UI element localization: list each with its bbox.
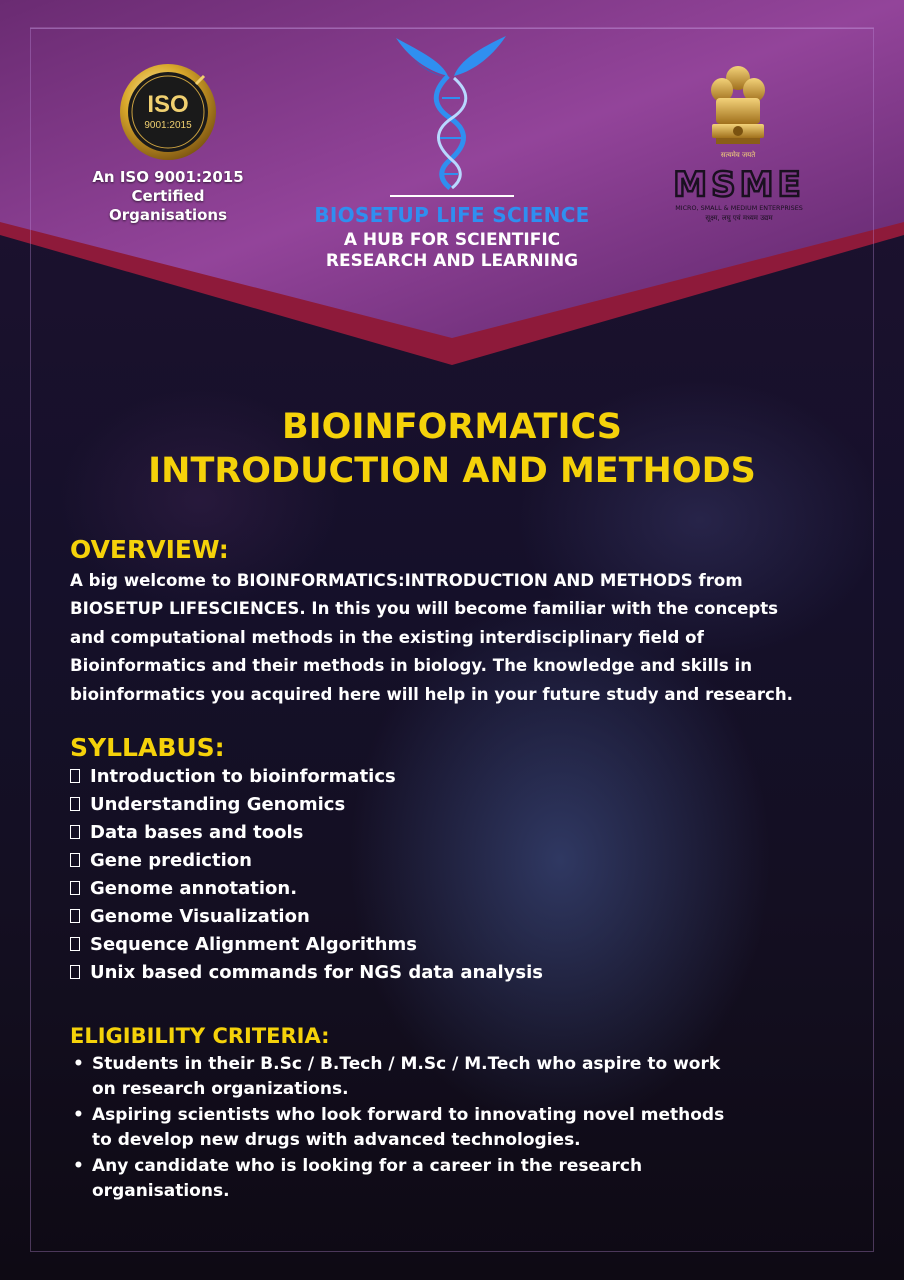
- overview-line: and computational methods in the existing interdisciplinary field of: [70, 627, 704, 647]
- syllabus-item-text: Sequence Alignment Algorithms: [90, 934, 417, 955]
- syllabus-item: [70, 931, 543, 959]
- eligibility-item: [70, 1154, 770, 1204]
- syllabus-item: [70, 819, 543, 847]
- eligibility-line: to develop new drugs with advanced technologies.: [92, 1130, 581, 1150]
- box-bullet-icon: [70, 853, 80, 867]
- msme-logo-icon: [664, 166, 814, 224]
- box-bullet-icon: [70, 797, 80, 811]
- eligibility-item: [70, 1052, 770, 1102]
- eligibility-line: on research organizations.: [92, 1079, 349, 1099]
- tagline-line: A HUB FOR SCIENTIFIC: [343, 230, 561, 250]
- syllabus-item: [70, 903, 543, 931]
- iso-badge-sub-label: 9001:2015: [144, 120, 192, 131]
- page-title: [0, 405, 904, 493]
- brand-divider: [390, 195, 514, 197]
- biosetup-logo-icon: [392, 32, 510, 192]
- national-emblem-icon: [706, 62, 770, 162]
- syllabus-item-text: Gene prediction: [90, 850, 252, 871]
- eligibility-line: • Any candidate who is looking for a career in the research: [92, 1156, 643, 1176]
- msme-logo-hindi-line: सूक्ष्म, लघु एवं मध्यम उद्यम: [705, 214, 773, 222]
- syllabus-item: [70, 763, 543, 791]
- syllabus-item-text: Data bases and tools: [90, 822, 304, 843]
- msme-logo-sub-label: MICRO, SMALL & MEDIUM ENTERPRISES: [675, 204, 803, 212]
- overview-text: [70, 567, 850, 709]
- eligibility-line: • Students in their B.Sc / B.Tech / M.Sc / M.Tech who aspire to work: [92, 1054, 721, 1074]
- overview-line: bioinformatics you acquired here will help in your future study and research.: [70, 684, 793, 704]
- overview-line: Bioinformatics and their methods in biology. The knowledge and skills in: [70, 656, 753, 676]
- box-bullet-icon: [70, 769, 80, 783]
- iso-caption-line: Certified: [131, 187, 205, 205]
- msme-logo-label: MSME: [673, 166, 805, 205]
- iso-badge-icon: [118, 62, 218, 162]
- box-bullet-icon: [70, 965, 80, 979]
- iso-badge-label: ISO: [147, 91, 189, 118]
- overview-line: A big welcome to BIOINFORMATICS:INTRODUCTION AND METHODS from: [70, 571, 743, 590]
- box-bullet-icon: [70, 881, 80, 895]
- syllabus-item: [70, 875, 543, 903]
- overview-heading: OVERVIEW:: [70, 535, 229, 564]
- page-title-line: BIOINFORMATICS: [281, 407, 623, 447]
- syllabus-item-text: Genome annotation.: [90, 878, 298, 899]
- iso-caption-line: An ISO 9001:2015: [92, 168, 244, 186]
- eligibility-heading: ELIGIBILITY CRITERIA:: [70, 1024, 330, 1048]
- eligibility-item: [70, 1103, 770, 1153]
- syllabus-list: [70, 763, 543, 987]
- syllabus-item-text: Genome Visualization: [90, 906, 310, 927]
- tagline-line: RESEARCH AND LEARNING: [325, 251, 579, 271]
- iso-caption: [70, 168, 266, 225]
- syllabus-item-text: Understanding Genomics: [90, 794, 346, 815]
- box-bullet-icon: [70, 937, 80, 951]
- emblem-motto: सत्यमेव जयते: [720, 151, 756, 159]
- overview-line: BIOSETUP LIFESCIENCES. In this you will become familiar with the concepts: [70, 599, 779, 619]
- brand-name: BIOSETUP LIFE SCIENCE: [314, 203, 590, 227]
- eligibility-list: [70, 1052, 770, 1205]
- eligibility-line: • Aspiring scientists who look forward to innovating novel methods: [92, 1105, 725, 1125]
- page-title-line: INTRODUCTION AND METHODS: [148, 451, 756, 491]
- eligibility-line: organisations.: [92, 1181, 230, 1201]
- syllabus-item: [70, 791, 543, 819]
- syllabus-item-text: Introduction to bioinformatics: [90, 766, 396, 787]
- box-bullet-icon: [70, 825, 80, 839]
- box-bullet-icon: [70, 909, 80, 923]
- syllabus-item-text: Unix based commands for NGS data analysis: [90, 962, 544, 983]
- tagline: [250, 230, 654, 272]
- syllabus-heading: SYLLABUS:: [70, 733, 225, 762]
- iso-caption-line: Organisations: [108, 206, 228, 224]
- syllabus-item: [70, 847, 543, 875]
- syllabus-item: [70, 959, 543, 987]
